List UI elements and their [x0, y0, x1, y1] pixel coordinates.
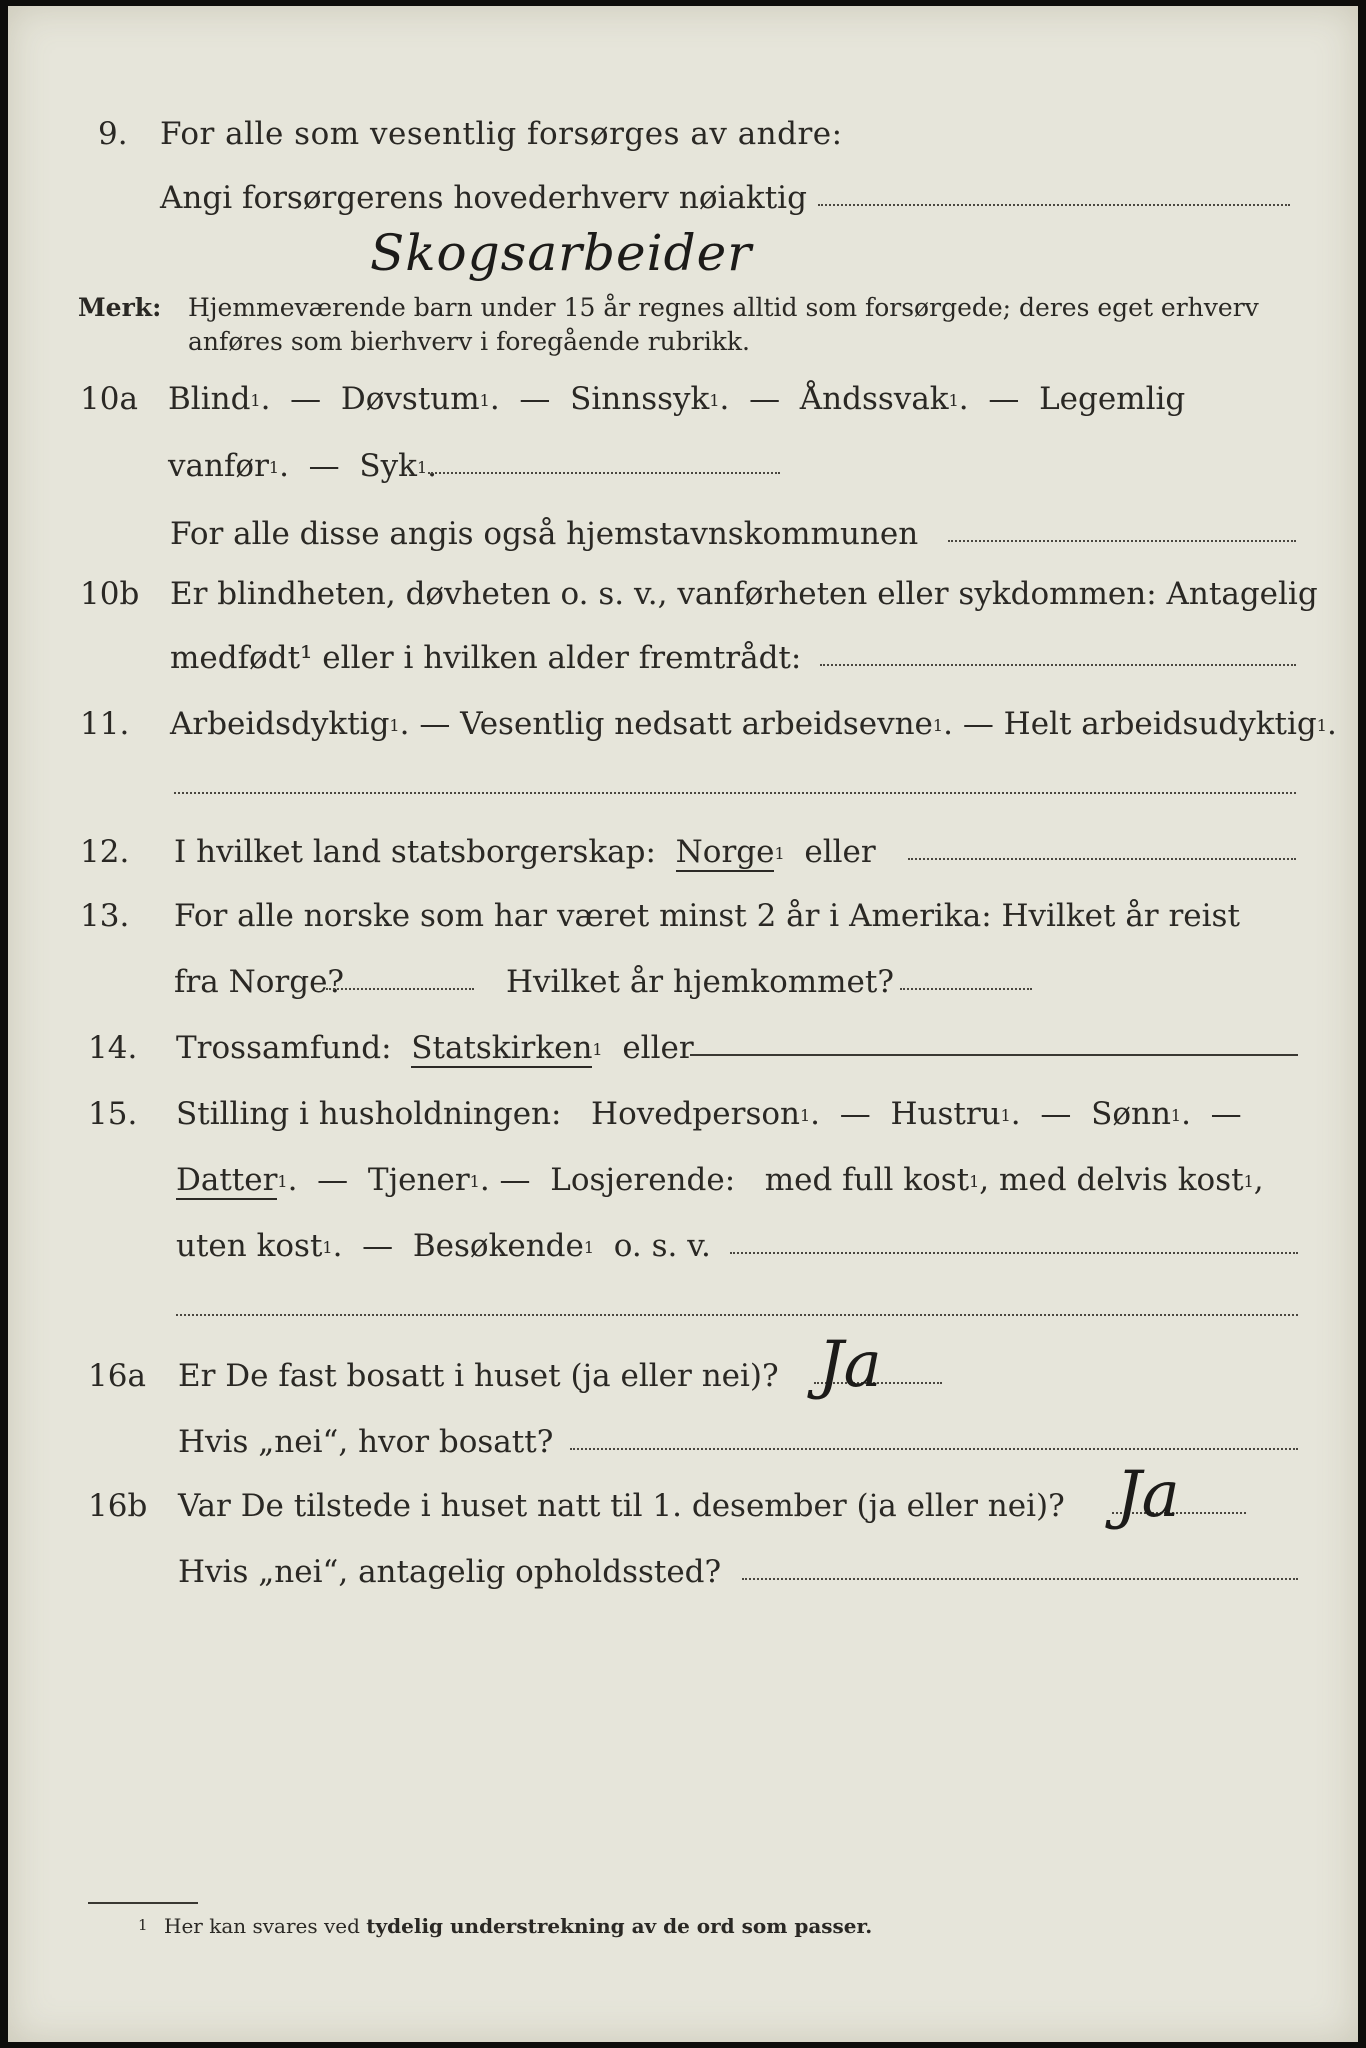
q10b-line2: medfødt¹ eller i hvilken alder fremtrådt:: [170, 640, 802, 676]
option-datter[interactable]: Datter: [176, 1162, 278, 1198]
q16a-handwritten-answer: Ja: [818, 1328, 882, 1402]
q11-answer-line: [174, 792, 1296, 794]
q15-extra-line: [176, 1314, 1298, 1316]
q15-line2: Datter$^1$. — Tjener$^1$. — Losjerende: med full kost$^1$, med delvis kost$^1$,: [176, 1162, 1264, 1198]
option-arbeidsdyktig[interactable]: Arbeidsdyktig: [170, 706, 390, 742]
q16a-line2: Hvis „nei“, hvor bosatt?: [178, 1424, 554, 1460]
merk-label: Merk:: [78, 293, 162, 322]
option-vanfor[interactable]: vanfør: [168, 448, 269, 484]
q14-number: 14.: [88, 1030, 138, 1066]
q11-line: Arbeidsdyktig$^1$. — Vesentlig nedsatt arbeidsevne$^1$. — Helt arbeidsudyktig$^1$.: [170, 706, 1337, 742]
q13-line1: For alle norske som har været minst 2 år i Amerika: Hvilket år reist: [174, 898, 1240, 934]
q15-answer-line: [730, 1252, 1298, 1254]
q13-hjemkommet-line: [900, 988, 1032, 990]
q10a-line3: For alle disse angis også hjemstavnskommunen: [170, 516, 919, 552]
option-norge[interactable]: Norge: [675, 834, 775, 870]
option-full-kost[interactable]: med full kost: [764, 1162, 970, 1198]
q10a-line2: vanfør$^1$. — Syk$^1$.: [168, 448, 437, 484]
q9-line2: Angi forsørgerens hovederhverv nøiaktig: [160, 180, 807, 216]
merk-line1: Hjemmeværende barn under 15 år regnes alltid som forsørgede; deres eget erhverv: [188, 293, 1259, 322]
option-tjener[interactable]: Tjener: [367, 1162, 470, 1198]
q10a-kommune-line: [948, 540, 1296, 542]
q14-answer-line: [690, 1054, 1298, 1056]
q10b-answer-line: [820, 664, 1296, 666]
q13-line2a: fra Norge?: [174, 964, 345, 1000]
q12-number: 12.: [80, 834, 130, 870]
q16a-bosatt-line: [570, 1448, 1298, 1450]
q9-line1: For alle som vesentlig forsørges av andre:: [160, 116, 843, 152]
census-form-page: [8, 6, 1358, 2042]
q16a-number: 16a: [88, 1358, 146, 1394]
option-dovstum[interactable]: Døvstum: [340, 381, 480, 417]
q15-number: 15.: [88, 1096, 138, 1132]
q15-line3: uten kost$^1$. — Besøkende$^1$ o. s. v.: [176, 1228, 711, 1264]
q10b-line1: Er blindheten, døvheten o. s. v., vanførheten eller sykdommen: Antagelig: [170, 576, 1318, 612]
option-andssvak[interactable]: Åndssvak: [799, 381, 949, 417]
option-hovedperson[interactable]: Hovedperson: [591, 1096, 800, 1132]
q14-line: Trossamfund: Statskirken$^1$ eller: [176, 1030, 694, 1066]
option-legemlig[interactable]: Legemlig: [1039, 381, 1186, 417]
option-blind[interactable]: Blind: [168, 381, 251, 417]
q13-reist-line: [326, 988, 474, 990]
footnote-rule: [88, 1902, 198, 1904]
q9-answer-line: [818, 204, 1290, 206]
q12-answer-line: [908, 858, 1296, 860]
q13-number: 13.: [80, 898, 130, 934]
merk-line2: anføres som bierhverv i foregående rubrikk.: [188, 327, 750, 356]
option-uten-kost[interactable]: uten kost: [176, 1228, 323, 1264]
q10a-syk-line: [428, 472, 780, 474]
footnote-text: Her kan svares ved tydelig understrekning av de ord som passer.: [164, 1914, 873, 1938]
q9-handwritten-answer: Skogsarbeider: [370, 224, 753, 282]
q13-line2b: Hvilket år hjemkommet?: [506, 964, 894, 1000]
option-hustru[interactable]: Hustru: [890, 1096, 1001, 1132]
q16b-handwritten-answer: Ja: [1116, 1458, 1180, 1532]
q11-number: 11.: [80, 706, 130, 742]
option-statskirken[interactable]: Statskirken: [411, 1030, 593, 1066]
q15-line1: Stilling i husholdningen: Hovedperson$^1$. — Hustru$^1$. — Sønn$^1$. —: [176, 1096, 1242, 1132]
option-sinnssyk[interactable]: Sinnssyk: [570, 381, 710, 417]
q12-line: I hvilket land statsborgerskap: Norge$^1$ eller: [174, 834, 876, 870]
option-sonn[interactable]: Sønn: [1091, 1096, 1171, 1132]
q16b-line1: Var De tilstede i huset natt til 1. desember (ja eller nei)?: [178, 1488, 1065, 1524]
q10b-number: 10b: [80, 576, 140, 612]
option-besokende[interactable]: Besøkende: [412, 1228, 584, 1264]
q16b-line2: Hvis „nei“, antagelig opholdssted?: [178, 1554, 722, 1590]
option-udyktig[interactable]: Helt arbeidsudyktig: [1003, 706, 1317, 742]
q10a-line1: Blind$^1$. — Døvstum$^1$. — Sinnssyk$^1$. — Åndssvak$^1$. — Legemlig: [168, 381, 1186, 417]
q16b-opholdssted-line: [742, 1578, 1298, 1580]
option-syk[interactable]: Syk: [359, 448, 417, 484]
q9-number: 9.: [98, 116, 128, 152]
q10a-number: 10a: [80, 381, 138, 417]
option-delvis-kost[interactable]: med delvis kost: [999, 1162, 1244, 1198]
footnote-mark: 1: [138, 1916, 148, 1934]
option-nedsatt[interactable]: Vesentlig nedsatt arbeidsevne: [460, 706, 933, 742]
q16a-line1: Er De fast bosatt i huset (ja eller nei)?: [178, 1358, 779, 1394]
q16b-number: 16b: [88, 1488, 148, 1524]
